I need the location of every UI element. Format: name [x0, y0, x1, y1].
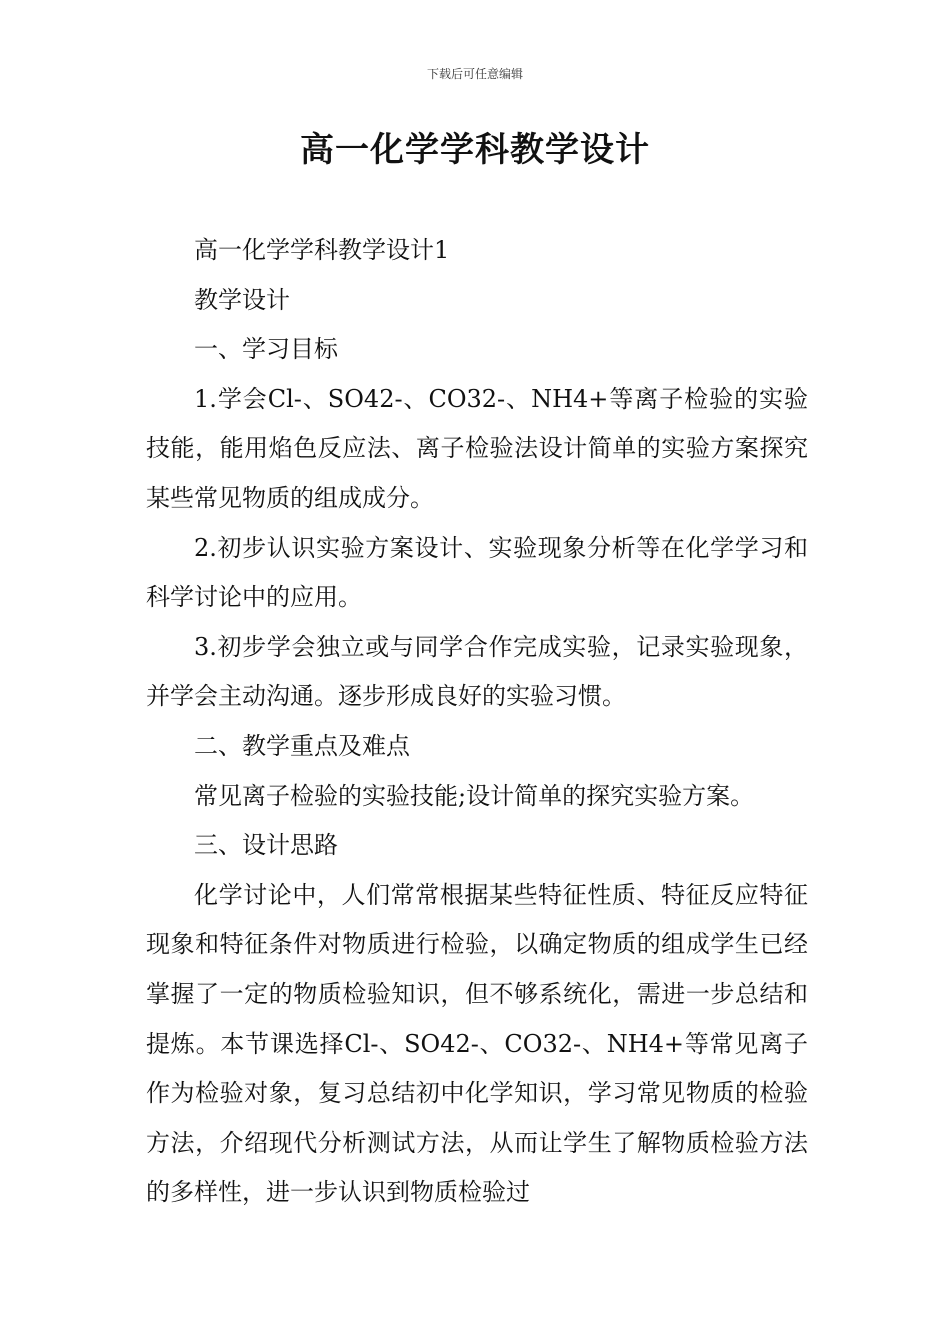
key-points-text: 常见离子检验的实验技能;设计简单的探究实验方案。	[194, 781, 755, 810]
document-body	[146, 226, 808, 1218]
heading-key-points: 二、教学重点及难点	[194, 731, 410, 760]
paragraph-subtitle: 高一化学学科教学设计1	[194, 236, 450, 264]
objective-item-1: 1.学会Cl-、SO42-、CO32-、NH4+等离子检验的实验技能，能用焰色反应法、离子检验法设计简单的实验方案探究某些常见物质的组成成分。	[146, 384, 808, 512]
objective-item-3: 3.初步学会独立或与同学合作完成实验，记录实验现象，并学会主动沟通。逐步形成良好的实验习惯。	[146, 632, 808, 711]
heading-design-ideas: 三、设计思路	[194, 831, 338, 860]
paragraph-section-label: 教学设计	[194, 285, 290, 314]
header-note: 下载后可任意编辑	[426, 67, 523, 81]
document-title: 高一化学学科教学设计	[300, 130, 650, 170]
heading-learning-objectives: 一、学习目标	[194, 335, 338, 364]
design-ideas-text: 化学讨论中，人们常常根据某些特征性质、特征反应特征现象和特征条件对物质进行检验，以确定物质的组成学生已经掌握了一定的物质检验知识，但不够系统化，需进一步总结和提炼。本节课选择Cl-、SO42-、CO32-、NH4+等常见离子作为检验对象，复习总结初中化学知识，学习常见物质的检验方法，介绍现代分析测试方法，从而让学生了解物质检验方法的多样性，进一步认识到物质检验过	[146, 880, 808, 1207]
objective-item-2: 2.初步认识实验方案设计、实验现象分析等在化学学习和科学讨论中的应用。	[146, 533, 808, 612]
